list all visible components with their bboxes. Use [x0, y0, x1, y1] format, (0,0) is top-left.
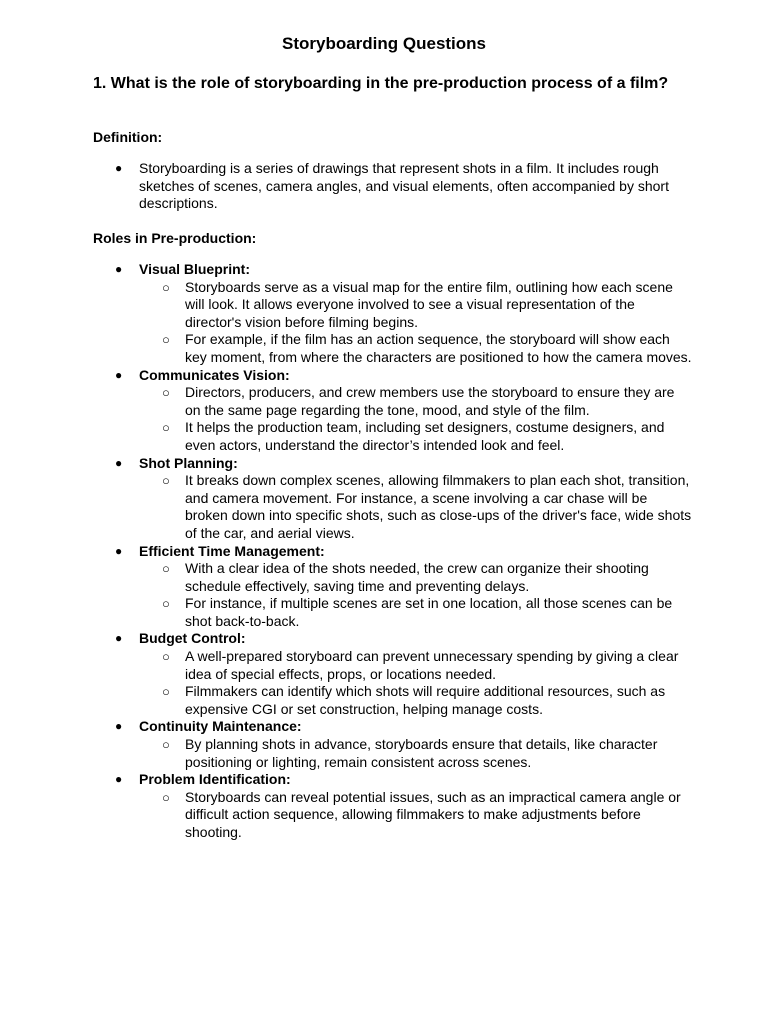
- role-point-text: Directors, producers, and crew members use the storyboard to ensure they are on the same page regarding the tone, mood, and style of the film.: [185, 384, 675, 418]
- bullet-icon: ●: [115, 455, 123, 470]
- roles-list: [93, 261, 693, 842]
- role-points: [139, 279, 693, 367]
- circle-bullet-icon: ○: [162, 561, 170, 577]
- role-point: [139, 683, 693, 718]
- question-heading: 1. What is the role of storyboarding in the pre-production process of a film?: [93, 75, 669, 92]
- role-item: [93, 630, 693, 718]
- role-point-text: For example, if the film has an action sequence, the storyboard will show each key moment, from where the characters are positioned to how the camera moves.: [185, 331, 692, 365]
- definition-list: [93, 160, 693, 213]
- role-point: [139, 560, 693, 595]
- circle-bullet-icon: ○: [162, 473, 170, 489]
- roles-label: Roles in Pre-production:: [93, 230, 257, 246]
- role-title: Efficient Time Management:: [139, 542, 325, 559]
- role-point: [139, 279, 693, 332]
- circle-bullet-icon: ○: [162, 420, 170, 436]
- role-point: [139, 331, 693, 366]
- role-points: [139, 472, 693, 542]
- role-title: Visual Blueprint:: [139, 261, 250, 277]
- definition-text: Storyboarding is a series of drawings that represent shots in a film. It includes rough sketches of scenes, camera angles, and visual elements, often accompanied by short descriptions.: [139, 160, 669, 212]
- role-point-text: It breaks down complex scenes, allowing filmmakers to plan each shot, transition, and camera movement. For instance, a scene involving a car chase will be broken down into specific shots, such as close-ups of the driver's face, wide shots of the car, and aerial views.: [185, 472, 692, 541]
- role-title: Continuity Maintenance:: [139, 718, 302, 735]
- definition-label: Definition:: [93, 129, 163, 145]
- role-title: Problem Identification:: [139, 771, 291, 788]
- circle-bullet-icon: ○: [162, 279, 170, 295]
- role-title: Budget Control:: [139, 630, 246, 647]
- bullet-icon: ●: [115, 543, 123, 558]
- role-point: [139, 384, 693, 419]
- bullet-icon: ●: [115, 631, 123, 646]
- role-point-text: Filmmakers can identify which shots will require additional resources, such as expensive CGI or set construction, helping manage costs.: [185, 683, 666, 717]
- role-point: [139, 789, 693, 842]
- role-item: [93, 771, 693, 841]
- circle-bullet-icon: ○: [162, 649, 170, 665]
- role-point-text: By planning shots in advance, storyboards ensure that details, like character positioning or lighting, remain consistent across scenes.: [185, 736, 658, 770]
- role-point: [139, 736, 693, 771]
- circle-bullet-icon: ○: [162, 737, 170, 753]
- bullet-icon: ●: [115, 719, 123, 734]
- role-point-text: A well-prepared storyboard can prevent unnecessary spending by giving a clear idea of special effects, props, or locations needed.: [185, 648, 679, 682]
- role-title: Shot Planning:: [139, 454, 238, 471]
- circle-bullet-icon: ○: [162, 789, 170, 805]
- role-item: [93, 367, 693, 455]
- role-points: [139, 736, 693, 771]
- role-item: [93, 543, 693, 631]
- circle-bullet-icon: ○: [162, 385, 170, 401]
- role-point: [139, 595, 693, 630]
- bullet-icon: ●: [115, 161, 123, 175]
- role-point-text: For instance, if multiple scenes are set in one location, all those scenes can be shot back-to-back.: [185, 595, 673, 629]
- role-item: [93, 455, 693, 543]
- role-point-text: It helps the production team, including set designers, costume designers, and even actors, understand the director’s intended look and feel.: [185, 419, 665, 453]
- role-point-text: Storyboards can reveal potential issues, such as an impractical camera angle or difficult action sequence, allowing filmmakers to make adjustments before shooting.: [185, 788, 681, 840]
- circle-bullet-icon: ○: [162, 684, 170, 700]
- role-point: [139, 419, 693, 454]
- circle-bullet-icon: ○: [162, 332, 170, 348]
- role-points: [139, 648, 693, 718]
- role-title: Communicates Vision:: [139, 366, 290, 383]
- role-point: [139, 472, 693, 542]
- definition-item: [93, 160, 693, 213]
- role-points: [139, 384, 693, 454]
- role-item: [93, 261, 693, 367]
- role-points: [139, 560, 693, 630]
- role-point-text: Storyboards serve as a visual map for the entire film, outlining how each scene will look. It allows everyone involved to see a visual representation of the director's vision before filming begins.: [185, 278, 673, 330]
- bullet-icon: ●: [115, 367, 123, 382]
- role-item: [93, 718, 693, 771]
- circle-bullet-icon: ○: [162, 596, 170, 612]
- document-title: Storyboarding Questions: [281, 34, 487, 53]
- bullet-icon: ●: [115, 262, 123, 276]
- role-point: [139, 648, 693, 683]
- role-point-text: With a clear idea of the shots needed, the crew can organize their shooting schedule effectively, saving time and preventing delays.: [185, 560, 649, 594]
- role-points: [139, 789, 693, 842]
- bullet-icon: ●: [115, 772, 123, 787]
